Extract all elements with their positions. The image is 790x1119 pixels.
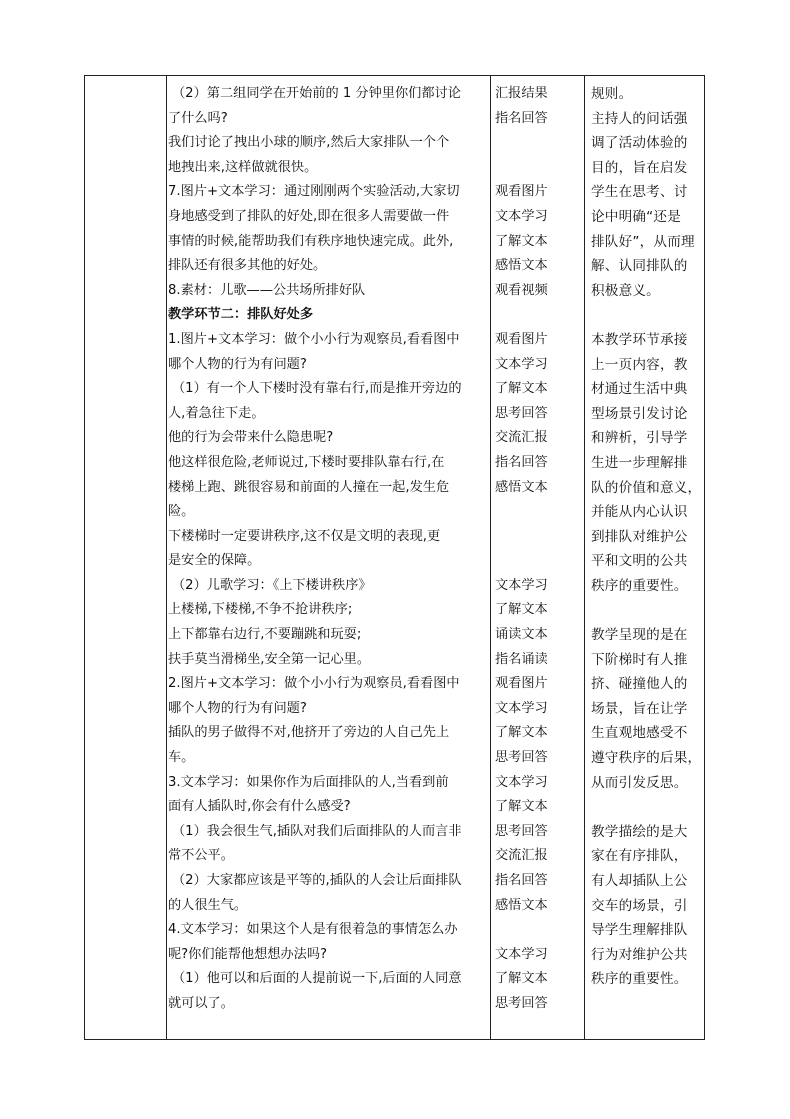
content-line: 他的行为会带来什么隐患呢?	[168, 430, 334, 446]
activity-line: 观看图片	[495, 676, 548, 692]
content-line: 2.图片+文本学习：做个小小行为观察员,看看图中	[168, 676, 460, 692]
intent-line: 教学呈现的是在	[591, 627, 688, 644]
intent-line: 平和文明的公共	[591, 553, 688, 570]
activity-line: 感悟文本	[495, 479, 548, 495]
activity-line: 思考回答	[495, 750, 548, 766]
intent-line: 学生在思考、讨	[591, 184, 688, 201]
intent-line: 主持人的问话强	[591, 110, 688, 127]
content-line: 楼梯上跑、跳很容易和前面的人撞在一起,发生危	[168, 479, 450, 495]
activity-line: 文本学习	[495, 577, 548, 593]
intent-line: 生直观地感受不	[591, 725, 688, 742]
content-line: 4.文本学习：如果这个人是有很着急的事情怎么办	[168, 922, 458, 938]
activity-line: 指名回答	[495, 873, 548, 888]
activity-line: 文本学习	[495, 946, 548, 962]
activity-line	[495, 500, 577, 525]
activity-line: 交流汇报	[495, 848, 548, 864]
content-line: 下楼梯时一定要讲秩序,这不仅是文明的表现,更	[168, 528, 441, 544]
activity-line: 观看视频	[495, 282, 548, 298]
activity-line: 文本学习	[495, 208, 548, 224]
intent-line: 排队好”，从而理	[591, 233, 695, 250]
intent-line: 调了活动体验的	[591, 135, 688, 152]
activity-line: 指名诵读	[495, 651, 548, 667]
activity-line: 感悟文本	[495, 897, 548, 913]
intent-line: 本教学环节承接	[591, 331, 688, 348]
content-line: 人,着急往下走。	[168, 405, 265, 421]
content-line: 扶手莫当滑梯坐,安全第一记心里。	[168, 651, 371, 667]
lesson-plan-table	[84, 75, 705, 1040]
intent-line: 和辨析，引导学	[591, 430, 688, 447]
intent-line: 积极意义。	[591, 282, 660, 299]
content-line: 7.图片+文本学习：通过刚刚两个实验活动,大家切	[168, 184, 460, 200]
intent-line: 上一页内容，教	[591, 356, 688, 373]
design-intent-column	[591, 82, 702, 992]
activity-line	[495, 549, 577, 574]
content-line: 险。	[168, 504, 195, 520]
content-line: 面有人插队时,你会有什么感受?	[168, 799, 351, 815]
column-divider	[166, 76, 167, 1039]
activity-line: 了解文本	[495, 602, 548, 618]
activity-line: 指名回答	[495, 454, 548, 470]
content-line: 排队还有很多其他的好处。	[168, 258, 327, 274]
activity-line	[495, 918, 577, 943]
intent-line: 交车的场景，引	[591, 897, 688, 914]
column-divider	[490, 76, 491, 1039]
student-activity-column	[495, 82, 577, 1017]
intent-line: 材通过生活中典	[591, 381, 688, 398]
content-line: （2）大家都应该是平等的,插队的人会让后面排队	[172, 873, 462, 888]
intent-line: 有人却插队上公	[591, 873, 688, 889]
intent-line: 队的价值和意义，	[591, 479, 702, 496]
content-line: 了什么吗?	[168, 110, 228, 126]
content-line: 教学环节二：排队好处多	[168, 307, 314, 323]
intent-line: 秩序的重要性。	[591, 971, 688, 988]
activity-line: 文本学习	[495, 700, 548, 716]
content-line: （1）有一个人下楼时没有靠右行,而是推开旁边的	[172, 381, 462, 397]
activity-line: 观看图片	[495, 184, 548, 200]
intent-line: 秩序的重要性。	[591, 577, 688, 594]
intent-line: 下阶梯时有人推	[591, 651, 688, 668]
content-line: 3.文本学习：如果你作为后面排队的人,当看到前	[168, 774, 449, 790]
intent-line: 到排队对维护公	[591, 528, 688, 545]
activity-line: 了解文本	[495, 725, 548, 741]
activity-line: 思考回答	[495, 405, 548, 421]
content-line: （2）儿歌学习：《上下楼讲秩序》	[172, 577, 372, 593]
activity-line: 汇报结果	[495, 86, 548, 101]
activity-line: 观看图片	[495, 331, 548, 347]
content-line: 插队的男子做得不对,他挤开了旁边的人自己先上	[168, 725, 450, 741]
intent-line: 目的，旨在启发	[591, 159, 688, 176]
content-line: 事情的时候,能帮助我们有秩序地快速完成。此外,	[168, 233, 454, 249]
content-line: 我们讨论了拽出小球的顺序,然后大家排队一个个	[168, 135, 450, 151]
intent-line	[591, 303, 699, 328]
activity-line: 了解文本	[495, 971, 548, 987]
content-line: 上下都靠右边行,不要蹦跳和玩耍;	[168, 627, 362, 643]
intent-line: 遵守秩序的后果，	[591, 750, 702, 767]
content-line: （1）我会很生气,插队对我们后面排队的人而言非	[172, 823, 462, 839]
intent-line: 场景，旨在让学	[591, 700, 688, 717]
activity-line: 思考回答	[495, 823, 548, 839]
content-line: 车。	[168, 750, 195, 766]
activity-line	[495, 303, 577, 328]
intent-line: 行为对维护公共	[591, 946, 688, 963]
teaching-content-column	[168, 82, 488, 1017]
intent-line: 解、认同排队的	[591, 258, 688, 275]
intent-line: 型场景引发讨论	[591, 405, 688, 422]
content-line: 8.素材：儿歌——公共场所排好队	[168, 282, 366, 298]
intent-line: 挤、碰撞他人的	[591, 676, 688, 693]
activity-line: 诵读文本	[495, 627, 548, 643]
content-line: （1）他可以和后面的人提前说一下,后面的人同意	[172, 971, 462, 987]
content-line: 上楼梯,下楼梯,不争不抢讲秩序;	[168, 602, 353, 618]
content-line: 是安全的保障。	[168, 553, 261, 569]
intent-line: 论中明确“还是	[591, 208, 682, 225]
intent-line	[591, 598, 699, 623]
content-line: 的人很生气。	[168, 897, 248, 913]
intent-line: 从而引发反思。	[591, 774, 688, 791]
content-line: （2）第二组同学在开始前的 1 分钟里你们都讨论	[172, 86, 461, 101]
activity-line: 感悟文本	[495, 258, 548, 274]
intent-line: 家在有序排队，	[591, 848, 688, 865]
content-line: 他这样很危险,老师说过,下楼时要排队靠右行,在	[168, 454, 445, 470]
content-line: 身地感受到了排队的好处,即在很多人需要做一件	[168, 208, 450, 224]
activity-line	[495, 156, 577, 181]
activity-line: 了解文本	[495, 233, 548, 249]
activity-line: 文本学习	[495, 774, 548, 790]
activity-line: 了解文本	[495, 799, 548, 815]
column-divider	[584, 76, 585, 1039]
content-line: 哪个人物的行为有问题?	[168, 356, 307, 372]
intent-line: 生进一步理解排	[591, 454, 688, 471]
intent-line: 导学生理解排队	[591, 922, 688, 939]
content-line: 就可以了。	[168, 995, 234, 1011]
activity-line	[495, 525, 577, 550]
content-line: 常不公平。	[168, 848, 234, 864]
activity-line: 文本学习	[495, 356, 548, 372]
activity-line: 了解文本	[495, 381, 548, 397]
content-line: 1.图片+文本学习：做个小小行为观察员,看看图中	[168, 331, 460, 347]
activity-line: 交流汇报	[495, 430, 548, 446]
activity-line: 思考回答	[495, 995, 548, 1011]
content-line: 地拽出来,这样做就很快。	[168, 159, 318, 175]
content-line: 哪个人物的行为有问题?	[168, 700, 307, 716]
intent-line	[591, 795, 699, 820]
intent-line: 规则。	[591, 86, 633, 102]
intent-line: 教学描绘的是大	[591, 823, 688, 840]
activity-line: 指名回答	[495, 110, 548, 126]
intent-line: 并能从内心认识	[591, 504, 688, 521]
content-line: 呢?你们能帮他想想办法吗?	[168, 946, 328, 962]
activity-line	[495, 131, 577, 156]
